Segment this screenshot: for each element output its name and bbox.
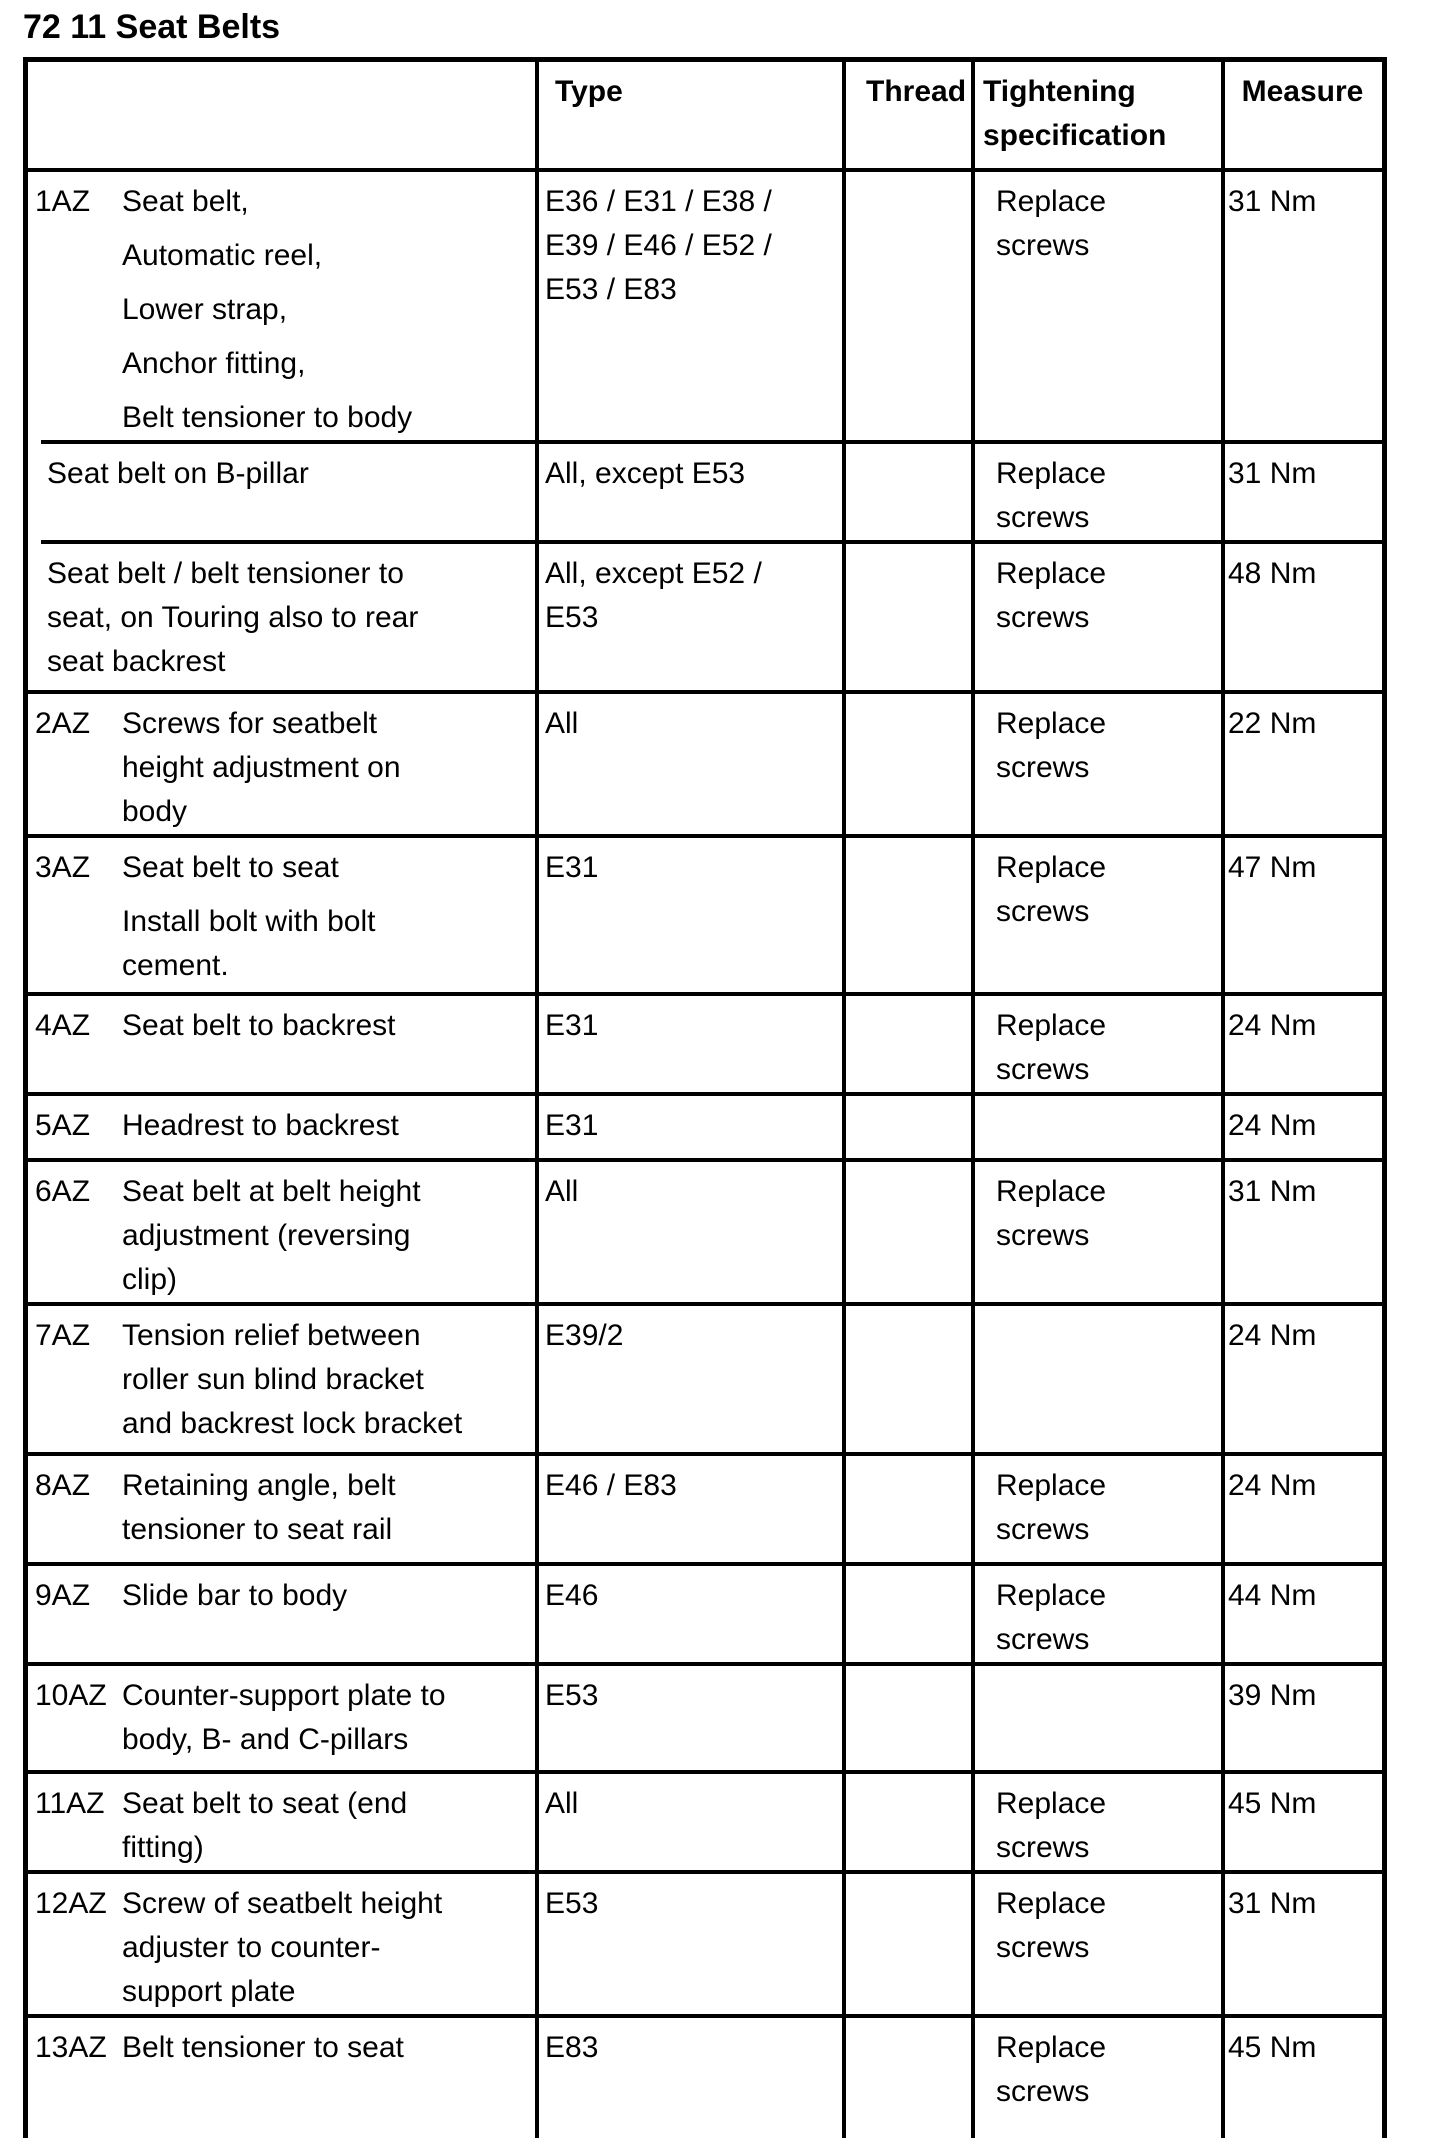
row-description: Retaining angle, belt tensioner to seat rail [122, 1469, 396, 1546]
row-position-number: 13AZ [35, 2031, 107, 2064]
table-row [28, 440, 1382, 540]
table-row [28, 1452, 1382, 1562]
table-row [28, 1302, 1382, 1452]
row-type: All [535, 1774, 842, 1870]
table-row [28, 1770, 1382, 1870]
row-position-number: 6AZ [35, 1175, 91, 1208]
row-description: Slide bar to body [122, 1579, 348, 1612]
row-position-number: 2AZ [35, 707, 91, 740]
table-row [28, 168, 1382, 440]
table-row [28, 690, 1382, 834]
row-tightening: Replace screws [971, 444, 1221, 540]
row-position-number: 10AZ [35, 1679, 107, 1712]
row-description: Seat belt to seat Install bolt with bolt cement. [122, 851, 376, 982]
row-measure: 48 Nm [1221, 544, 1382, 690]
row-thread [842, 2018, 971, 2138]
row-description-cell [28, 1874, 535, 2014]
row-tightening [971, 1666, 1221, 1770]
row-measure: 31 Nm [1221, 1874, 1382, 2014]
row-measure: 39 Nm [1221, 1666, 1382, 1770]
row-measure: 44 Nm [1221, 1566, 1382, 1662]
row-tightening: Replace screws [971, 838, 1221, 992]
row-description: Belt tensioner to seat [122, 2031, 404, 2064]
header-description [28, 62, 535, 168]
row-thread [842, 1774, 971, 1870]
row-tightening: Replace screws [971, 544, 1221, 690]
row-measure: 31 Nm [1221, 444, 1382, 540]
row-type: E53 [535, 1666, 842, 1770]
row-type: E83 [535, 2018, 842, 2138]
row-description-cell [28, 544, 535, 690]
row-type: All, except E52 / E53 [535, 544, 842, 690]
row-description: Counter-support plate to body, B- and C-pillars [122, 1679, 446, 1756]
row-description-cell [28, 444, 535, 540]
header-tightening: Tightening specification [971, 62, 1221, 168]
row-description: Headrest to backrest [122, 1109, 399, 1142]
row-description: Seat belt on B-pillar [47, 457, 309, 490]
row-tightening: Replace screws [971, 1774, 1221, 1870]
row-tightening: Replace screws [971, 1456, 1221, 1562]
row-description-cell [28, 694, 535, 834]
table-row [28, 1870, 1382, 2014]
header-measure: Measure [1221, 62, 1382, 168]
row-position-number: 8AZ [35, 1469, 91, 1502]
row-type: All, except E53 [535, 444, 842, 540]
table-row [28, 992, 1382, 1092]
row-thread [842, 544, 971, 690]
row-measure: 24 Nm [1221, 996, 1382, 1092]
row-description: Seat belt to seat (end fitting) [122, 1787, 408, 1864]
row-description-cell [28, 2018, 535, 2138]
row-thread [842, 1306, 971, 1452]
row-description: Seat belt, Automatic reel, Lower strap, Anchor fitting, Belt tensioner to body [122, 185, 413, 434]
row-position-number: 1AZ [35, 185, 91, 218]
row-description-cell [28, 1774, 535, 1870]
row-measure: 24 Nm [1221, 1096, 1382, 1158]
row-description-cell [28, 1456, 535, 1562]
row-position-number: 3AZ [35, 851, 91, 884]
row-tightening: Replace screws [971, 1162, 1221, 1302]
row-description: Seat belt at belt height adjustment (reversing clip) [122, 1175, 421, 1296]
row-measure: 24 Nm [1221, 1456, 1382, 1562]
row-description: Seat belt / belt tensioner to seat, on Touring also to rear seat backrest [47, 557, 419, 678]
table-row [28, 1092, 1382, 1158]
row-type: E31 [535, 838, 842, 992]
row-thread [842, 444, 971, 540]
row-position-number: 12AZ [35, 1887, 107, 1920]
row-type: E46 [535, 1566, 842, 1662]
row-position-number: 7AZ [35, 1319, 91, 1352]
row-measure: 22 Nm [1221, 694, 1382, 834]
row-thread [842, 172, 971, 440]
row-thread [842, 1874, 971, 2014]
row-description-cell [28, 1162, 535, 1302]
row-measure: 24 Nm [1221, 1306, 1382, 1452]
header-type: Type [535, 62, 842, 168]
row-tightening [971, 1096, 1221, 1158]
row-tightening: Replace screws [971, 2018, 1221, 2138]
row-tightening [971, 1306, 1221, 1452]
header-thread: Thread [842, 62, 971, 168]
row-description: Screw of seatbelt height adjuster to counter- support plate [122, 1887, 443, 2008]
row-type: E31 [535, 1096, 842, 1158]
row-description-cell [28, 838, 535, 992]
row-type: E46 / E83 [535, 1456, 842, 1562]
row-measure: 45 Nm [1221, 2018, 1382, 2138]
row-description: Screws for seatbelt height adjustment on body [122, 707, 401, 828]
row-description: Tension relief between roller sun blind bracket and backrest lock bracket [122, 1319, 463, 1440]
row-thread [842, 996, 971, 1092]
row-tightening: Replace screws [971, 1874, 1221, 2014]
row-description: Seat belt to backrest [122, 1009, 396, 1042]
row-thread [842, 1096, 971, 1158]
row-position-number: 11AZ [35, 1787, 105, 1820]
row-description-cell [28, 1666, 535, 1770]
row-thread [842, 1162, 971, 1302]
row-tightening: Replace screws [971, 172, 1221, 440]
row-type: E31 [535, 996, 842, 1092]
row-tightening: Replace screws [971, 1566, 1221, 1662]
row-position-number: 5AZ [35, 1109, 91, 1142]
table-row [28, 540, 1382, 690]
row-measure: 31 Nm [1221, 172, 1382, 440]
row-position-number: 4AZ [35, 1009, 91, 1042]
row-type: All [535, 1162, 842, 1302]
table-row [28, 1158, 1382, 1302]
table-row [28, 1562, 1382, 1662]
row-measure: 45 Nm [1221, 1774, 1382, 1870]
table-row [28, 834, 1382, 992]
row-tightening: Replace screws [971, 996, 1221, 1092]
row-measure: 47 Nm [1221, 838, 1382, 992]
table-header-row [28, 62, 1382, 168]
row-thread [842, 838, 971, 992]
row-measure: 31 Nm [1221, 1162, 1382, 1302]
row-thread [842, 694, 971, 834]
row-type: All [535, 694, 842, 834]
row-type: E53 [535, 1874, 842, 2014]
torque-table [23, 57, 1387, 2138]
table-row [28, 2014, 1382, 2138]
row-description-cell [28, 996, 535, 1092]
row-type: E39/2 [535, 1306, 842, 1452]
row-description-cell [28, 1096, 535, 1158]
row-description-cell [28, 1306, 535, 1452]
row-thread [842, 1666, 971, 1770]
page-title: 72 11 Seat Belts [23, 8, 281, 46]
table-row [28, 1662, 1382, 1770]
row-description-cell [28, 1566, 535, 1662]
row-tightening: Replace screws [971, 694, 1221, 834]
row-thread [842, 1566, 971, 1662]
row-thread [842, 1456, 971, 1562]
row-type: E36 / E31 / E38 / E39 / E46 / E52 / E53 / E83 [535, 172, 842, 440]
row-position-number: 9AZ [35, 1579, 91, 1612]
row-description-cell [28, 172, 535, 440]
